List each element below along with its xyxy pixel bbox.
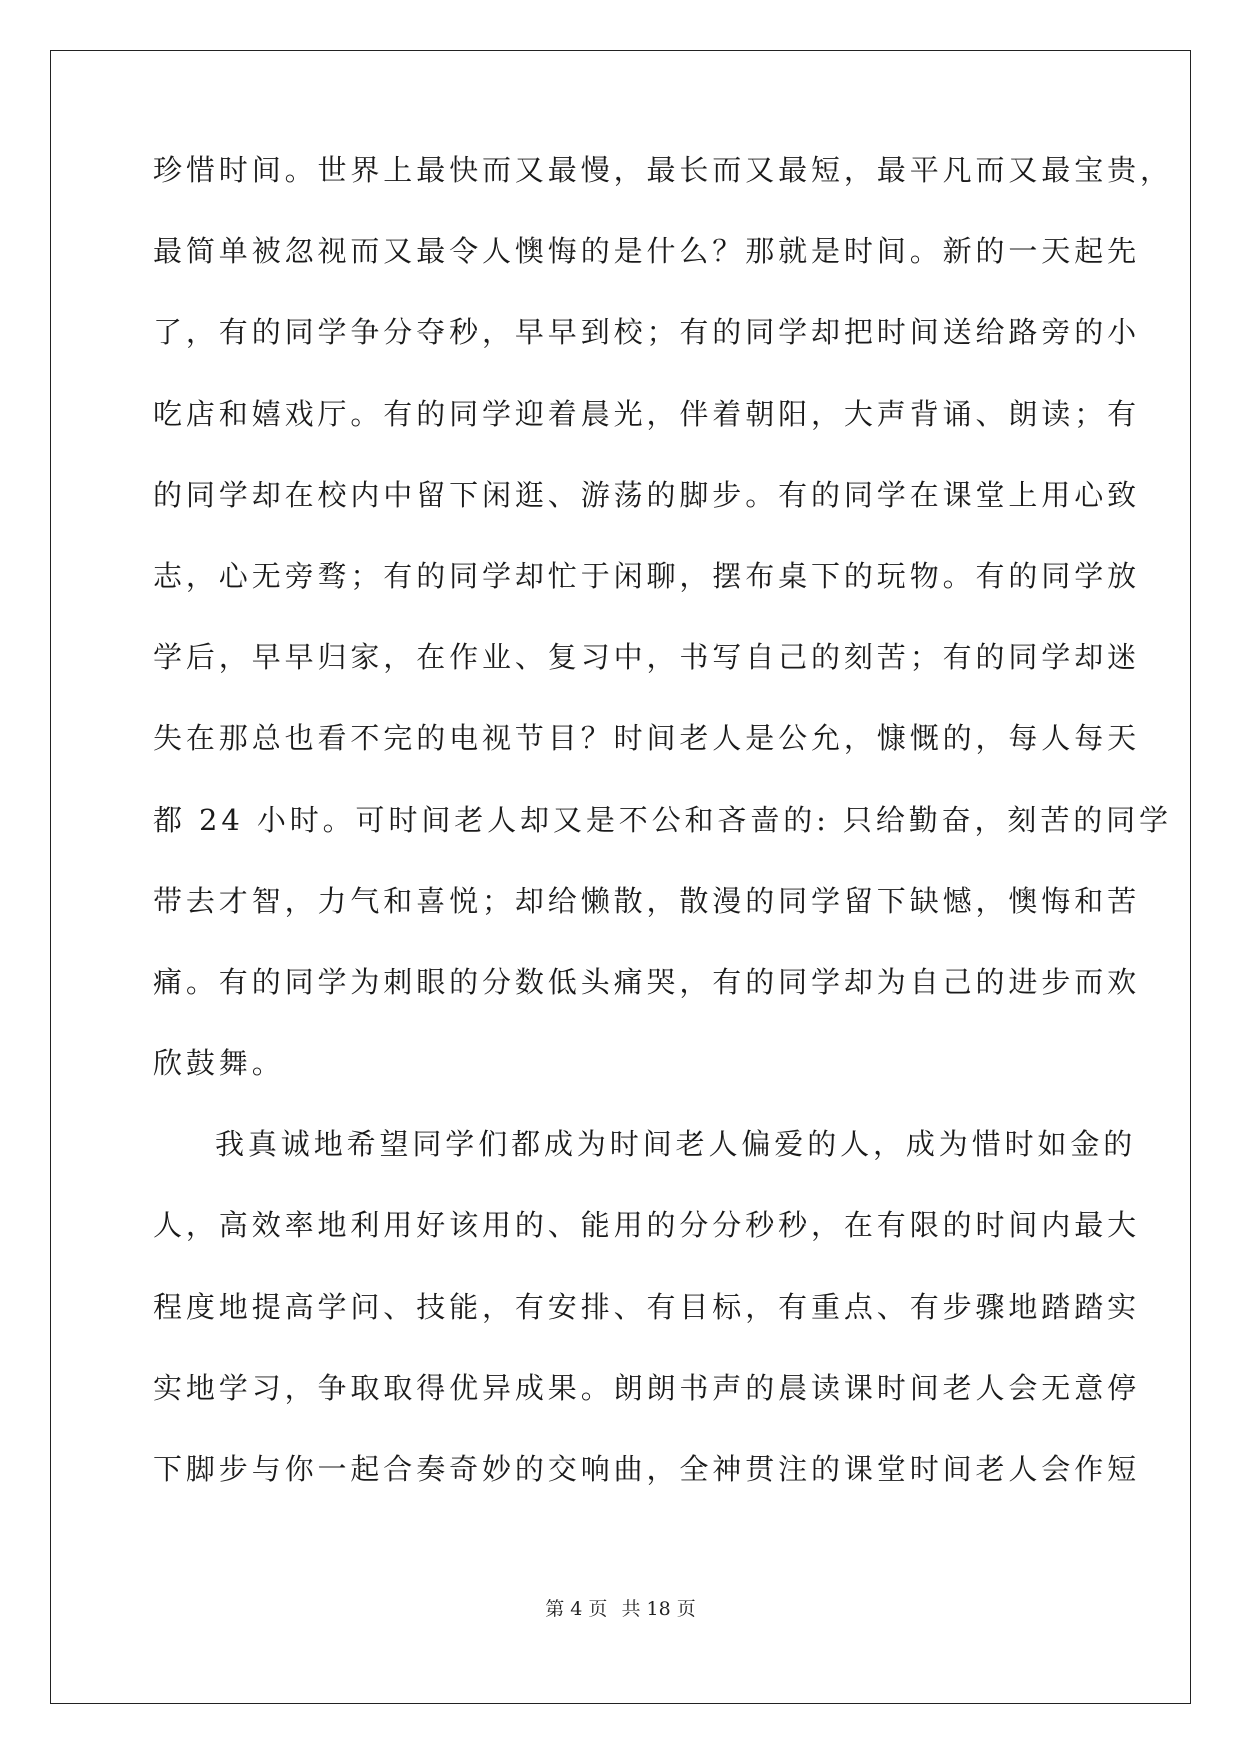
text-line: 失在那总也看不完的电视节目？时间老人是公允，慷慨的，每人每天 — [153, 721, 1141, 756]
text-line: 的同学却在校内中留下闲逛、游荡的脚步。有的同学在课堂上用心致 — [153, 477, 1141, 512]
text-line: 程度地提高学问、技能，有安排、有目标，有重点、有步骤地踏踏实 — [153, 1289, 1141, 1324]
text-line: 最简单被忽视而又最令人懊悔的是什么？那就是时间。新的一天起先 — [153, 234, 1141, 269]
text-line: 下脚步与你一起合奏奇妙的交响曲，全神贯注的课堂时间老人会作短 — [153, 1452, 1141, 1486]
page-number: 第 4 页 — [545, 1598, 608, 1620]
document-body — [153, 150, 1173, 1530]
text-line: 痛。有的同学为刺眼的分数低头痛哭，有的同学却为自己的进步而欢 — [153, 964, 1141, 999]
text-line: 实地学习，争取取得优异成果。朗朗书声的晨读课时间老人会无意停 — [153, 1370, 1141, 1405]
text-line: 人，高效率地利用好该用的、能用的分分秒秒，在有限的时间内最大 — [153, 1208, 1141, 1243]
text-line: 志，心无旁骛；有的同学却忙于闲聊，摆布桌下的玩物。有的同学放 — [153, 558, 1141, 593]
text-line: 了，有的同学争分夺秒，早早到校；有的同学却把时间送给路旁的小 — [153, 315, 1141, 350]
text-line: 吃店和嬉戏厅。有的同学迎着晨光，伴着朝阳，大声背诵、朗读；有 — [153, 396, 1141, 431]
text-line: 学后，早早归家，在作业、复习中，书写自己的刻苦；有的同学却迷 — [153, 640, 1141, 675]
text-line: 欣鼓舞。 — [153, 1046, 285, 1081]
text-line: 都 24 小时。可时间老人却又是不公和吝啬的: 只给勤奋，刻苦的同学 — [153, 802, 1172, 837]
page-total: 共 18 页 — [621, 1598, 696, 1620]
text-line: 珍惜时间。世界上最快而又最慢，最长而又最短，最平凡而又最宝贵， — [153, 153, 1173, 187]
page-footer — [0, 1594, 1241, 1621]
paragraph-first-line: 我真诚地希望同学们都成为时间老人偏爱的人，成为惜时如金的 — [215, 1127, 1137, 1162]
text-line: 带去才智，力气和喜悦；却给懒散，散漫的同学留下缺憾，懊悔和苦 — [153, 883, 1141, 918]
